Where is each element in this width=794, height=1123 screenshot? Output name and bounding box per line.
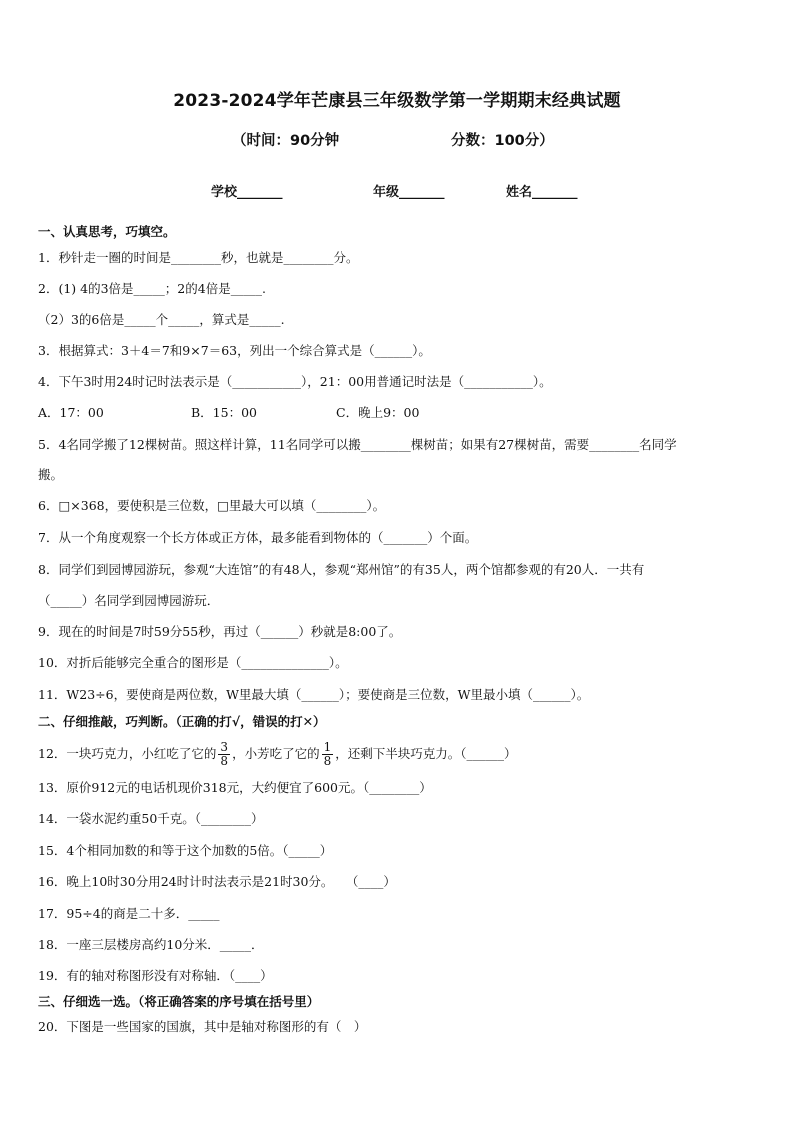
question-3: 3．根据算式：3＋4＝7和9×7＝63，列出一个综合算式是（______）。: [38, 343, 431, 358]
fraction-denominator: 8: [323, 754, 332, 768]
question-12-suffix: ，还剩下半块巧克力。（______）: [335, 746, 517, 761]
question-11: 11．W23÷6，要使商是两位数，W里最大填（______）；要使商是三位数，W里最小填（______）。: [38, 687, 590, 702]
question-7: 7．从一个角度观察一个长方体或正方体，最多能看到物体的（_______）个面。: [38, 530, 478, 545]
question-4: 4．下午3时用24时记时法表示是（___________），21：00用普通记时法是（___________）。: [38, 374, 552, 389]
question-12-middle: ，小芳吃了它的: [232, 746, 320, 761]
question-4-option-a: A．17：00: [38, 405, 104, 420]
fraction-three-eighths: [218, 741, 230, 768]
exam-time: （时间：90分钟: [232, 133, 340, 149]
question-16: 16．晚上10时30分用24时计时法表示是21时30分。 （____）: [38, 874, 396, 889]
fraction-one-eighth: [322, 741, 334, 768]
question-20: 20．下图是一些国家的国旗，其中是轴对称图形的有（ ）: [38, 1019, 367, 1034]
question-14: 14．一袋水泥约重50千克。（________）: [38, 811, 264, 826]
question-8a: 8．同学们到园博园游玩，参观“大连馆”的有48人，参观“郑州馆”的有35人，两个馆都参观的有20人．一共有: [38, 562, 645, 577]
grade-field: 年级_______: [373, 185, 445, 200]
question-18: 18．一座三层楼房高约10分米．_____．: [38, 937, 264, 952]
school-field: 学校_______: [211, 185, 283, 200]
fraction-numerator: 1: [323, 740, 332, 754]
question-5b: 搬。: [38, 467, 64, 482]
question-2a: 2．(1) 4的3倍是_____；2的4倍是_____.: [38, 281, 266, 296]
fraction-denominator: 8: [220, 754, 229, 768]
question-1: 1．秒针走一圈的时间是________秒，也就是________分。: [38, 250, 359, 265]
question-12-prefix: 12．一块巧克力，小红吃了它的: [38, 746, 217, 761]
question-17: 17．95÷4的商是二十多．_____: [38, 906, 220, 921]
name-field: 姓名_______: [506, 185, 578, 200]
question-13: 13．原价912元的电话机现价318元，大约便宜了600元。（________）: [38, 780, 432, 795]
question-6: 6．□×368，要使积是三位数，□里最大可以填（________）。: [38, 498, 386, 513]
question-12: [38, 741, 762, 768]
question-4-option-c: C．晚上9：00: [336, 405, 420, 420]
question-5a: 5．4名同学搬了12棵树苗。照这样计算，11名同学可以搬________棵树苗；如果有27棵树苗，需要________名同学: [38, 437, 677, 452]
question-19: 19．有的轴对称图形没有对称轴．（____）: [38, 968, 273, 983]
section-true-false: 二、仔细推敲，巧判断。（正确的打√，错误的打✕）: [38, 714, 326, 729]
exam-score: 分数：100分）: [451, 133, 554, 149]
fraction-numerator: 3: [220, 740, 229, 754]
question-2b: （2）3的6倍是_____个_____，算式是_____.: [38, 312, 285, 327]
section-fill-in: 一、认真思考，巧填空。: [38, 224, 176, 239]
question-4-option-b: B．15：00: [191, 405, 257, 420]
question-10: 10．对折后能够完全重合的图形是（______________）。: [38, 655, 348, 670]
page-title: 2023-2024学年芒康县三年级数学第一学期期末经典试题: [173, 91, 621, 111]
question-9: 9．现在的时间是7时59分55秒，再过（______）秒就是8:00了。: [38, 624, 402, 639]
question-8b: （_____）名同学到园博园游玩．: [38, 593, 220, 608]
question-15: 15．4个相同加数的和等于这个加数的5倍。（_____）: [38, 843, 333, 858]
section-multiple-choice: 三、仔细选一选。（将正确答案的序号填在括号里）: [38, 994, 320, 1009]
